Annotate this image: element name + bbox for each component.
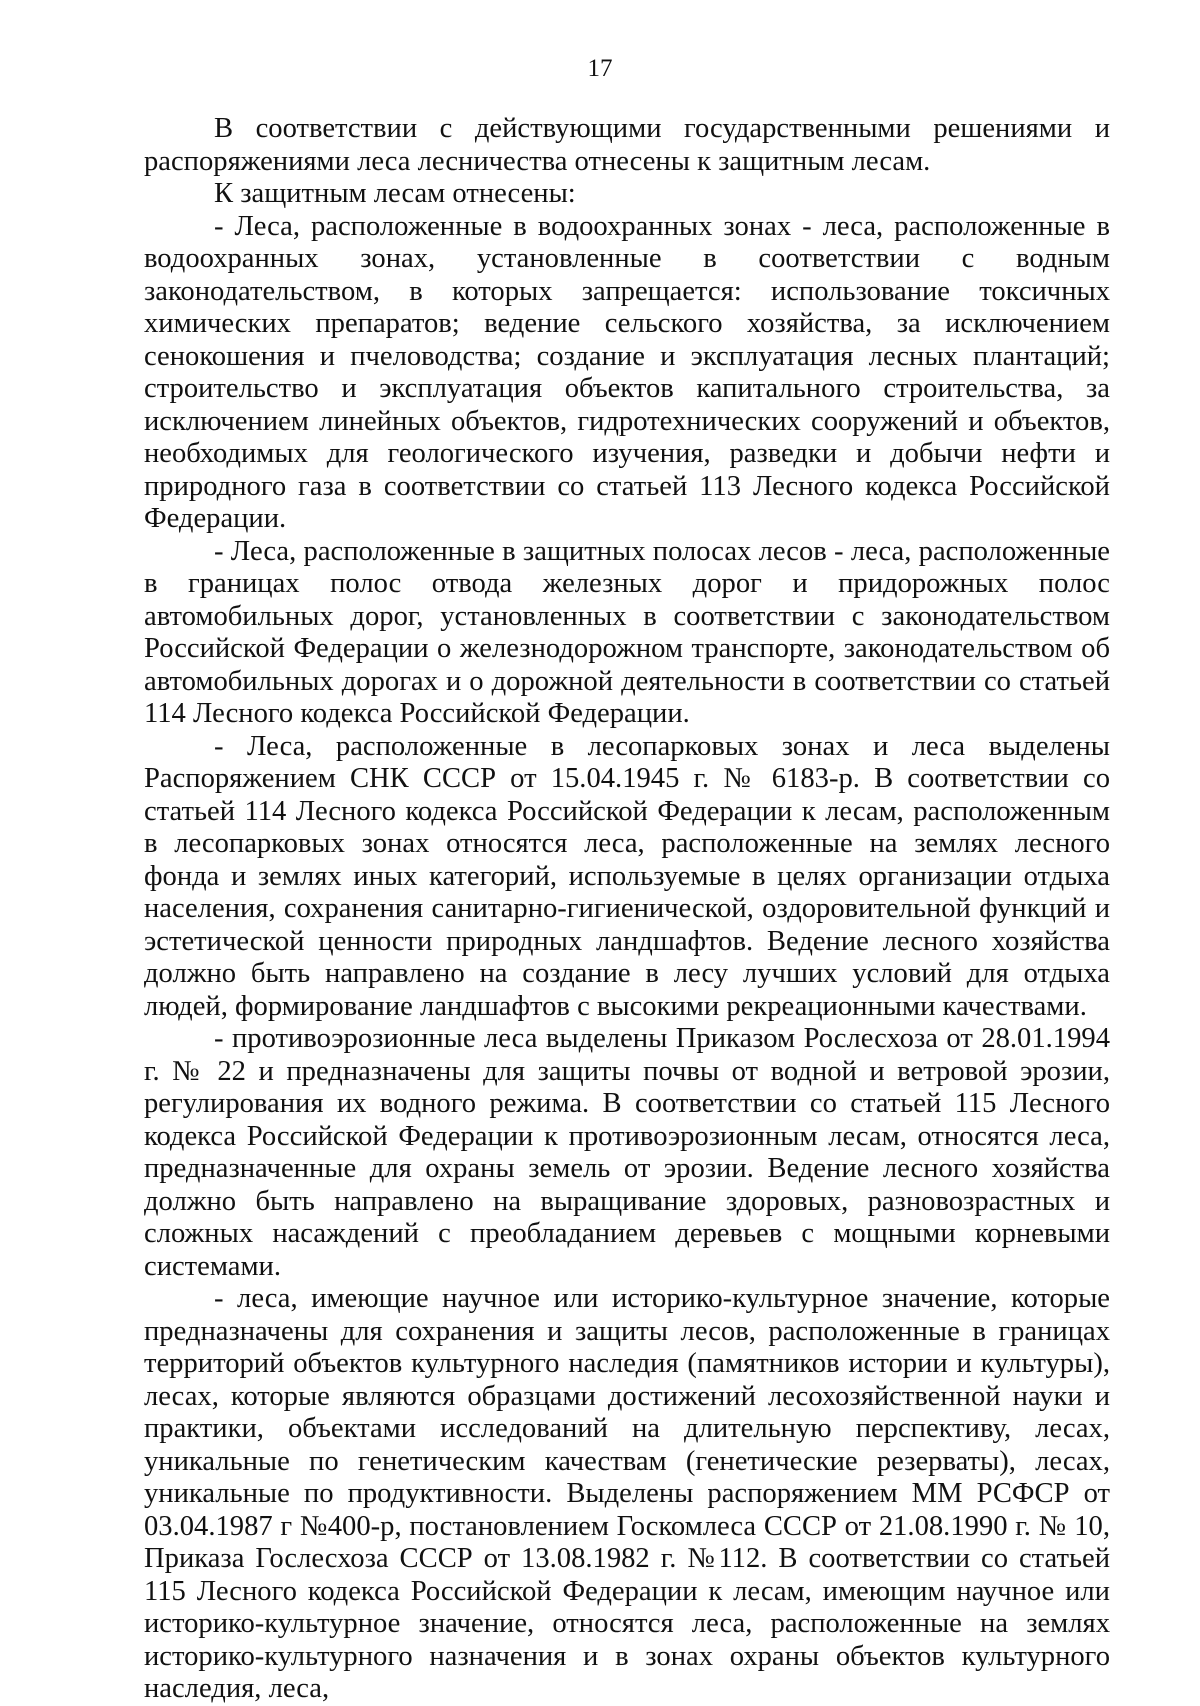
paragraph-protective-strips: - Леса, расположенные в защитных полосах лесов - леса, расположенные в границах полос отвода железных дорог и придорожных полос автомобильных дорог, установленных в соответствии с законодательством Российской Федерации о железнодорожном транспорте, законодательством об автомобильных дорогах и о дорожной деятельности в соответствии со статьей 114 Лесного кодекса Российской Федерации. <box>144 535 1110 729</box>
paragraph-water-protection-zones: - Леса, расположенные в водоохранных зонах - леса, расположенные в водоохранных зонах, установленные в соответствии с водным законодательством, в которых запрещается: использование токсичных химических препаратов; ведение сельского хозяйства, за исключением сенокошения и пчеловодства; создание и эксплуатация лесных плантаций; строительство и эксплуатация объектов капитального строительства, за исключением линейных объектов, гидротехнических сооружений и объектов, необходимых для геологического изучения, разведки и добычи нефти и природного газа в соответствии со статьей 113 Лесного кодекса Российской Федерации. <box>144 210 1110 534</box>
paragraph-protective-forests-heading: К защитным лесам отнесены: <box>214 178 576 209</box>
document-body <box>144 113 1110 1706</box>
paragraph-anti-erosion-forests: - противоэрозионные леса выделены Приказом Рослесхоза от 28.01.1994 г. № 22 и предназначены для защиты почвы от водной и ветровой эрозии, регулирования их водного режима. В соответствии со статьей 115 Лесного кодекса Российской Федерации к противоэрозионным лесам, относятся леса, предназначенные для охраны земель от эрозии. Ведение лесного хозяйства должно быть направлено на выращивание здоровых, разновозрастных и сложных насаждений с преобладанием деревьев с мощными корневыми системами. <box>144 1023 1110 1282</box>
page-number: 17 <box>587 55 613 82</box>
paragraph-scientific-cultural-forests: - леса, имеющие научное или историко-культурное значение, которые предназначены для сохранения и защиты лесов, расположенные в границах территорий объектов культурного наследия (памятников истории и культуры), лесах, которые являются образцами достижений лесохозяйственной науки и практики, объектами исследований на длительную перспективу, лесах, уникальные по генетическим качествам (генетические резерваты), лесах, уникальные по продуктивности. Выделены распоряжением ММ РСФСР от 03.04.1987 г №400-р, постановлением Госкомлеса СССР от 21.08.1990 г. № 10, Приказа Гослесхоза СССР от 13.08.1982 г. №112. В соответствии со статьей 115 Лесного кодекса Российской Федерации к лесам, имеющим научное или историко-культурное значение, относятся леса, расположенные на землях историко-культурного назначения и в зонах охраны объектов культурного наследия, леса, <box>144 1283 1110 1704</box>
paragraph-intro: В соответствии с действующими государственными решениями и распоряжениями леса лесничества отнесены к защитным лесам. <box>144 113 1110 177</box>
paragraph-forest-park-zones: - Леса, расположенные в лесопарковых зонах и леса выделены Распоряжением СНК СССР от 15.04.1945 г. № 6183-р. В соответствии со статьей 114 Лесного кодекса Российской Федерации к лесам, расположенным в лесопарковых зонах относятся леса, расположенные на землях лесного фонда и землях иных категорий, используемые в целях организации отдыха населения, сохранения санитарно-гигиенической, оздоровительной функций и эстетической ценности природных ландшафтов. Ведение лесного хозяйства должно быть направлено на создание в лесу лучших условий для отдыха людей, формирование ландшафтов с высокими рекреационными качествами. <box>144 730 1110 1022</box>
